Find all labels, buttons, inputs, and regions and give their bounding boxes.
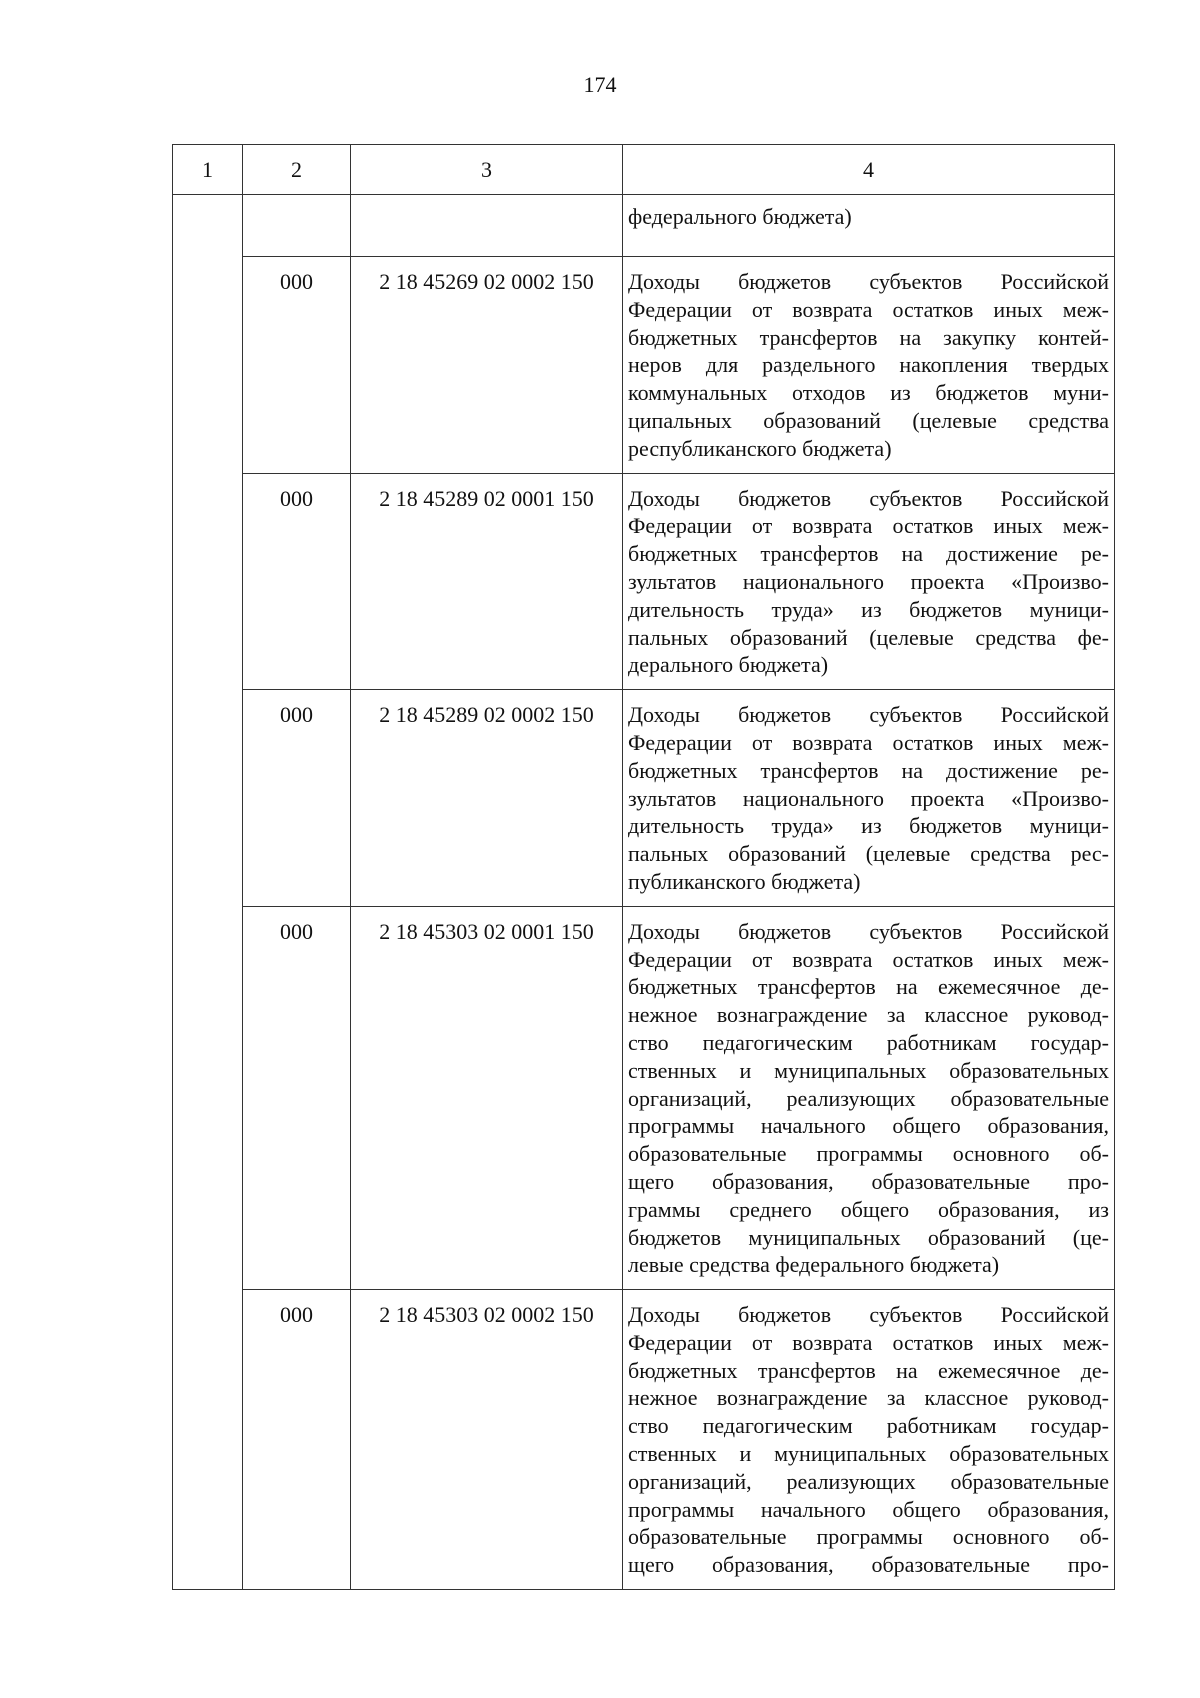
income-description-cell [623, 473, 1115, 690]
description-line: граммы среднего общего образования, из [628, 1196, 1109, 1222]
description-line: Федерации от возврата остатков иных меж- [628, 296, 1109, 322]
kbk-code-cell: 2 18 45269 02 0002 150 [351, 257, 623, 474]
page-number: 174 [583, 72, 617, 97]
description-line: Доходы бюджетов субъектов Российской [628, 918, 1109, 944]
income-description-cell [623, 257, 1115, 474]
continuation-description [623, 195, 1115, 257]
description-line: дерального бюджета) [628, 652, 829, 678]
table-row [173, 1290, 1115, 1590]
income-description-cell [623, 690, 1115, 907]
col1-merged-cell [173, 195, 243, 1590]
header-col-4: 4 [623, 145, 1115, 195]
table-body [173, 195, 1115, 1590]
description-line: зультатов национального проекта «Произво- [628, 785, 1109, 811]
income-description-cell [623, 906, 1115, 1289]
description-line: пальных образований (целевые средства фе- [628, 624, 1109, 650]
admin-code-cell: 000 [243, 257, 351, 474]
description-line: дительность труда» из бюджетов муници- [628, 813, 1109, 839]
description-line: бюджетных трансфертов на ежемесячное де- [628, 1357, 1109, 1383]
continuation-code-cell [243, 195, 351, 257]
header-col-1: 1 [173, 145, 243, 195]
kbk-code-cell: 2 18 45289 02 0001 150 [351, 473, 623, 690]
description-line: организаций, реализующих образовательные [628, 1468, 1109, 1494]
description-line: публиканского бюджета) [628, 868, 861, 894]
description-line: Доходы бюджетов субъектов Российской [628, 485, 1109, 511]
description-line: образовательные программы основного об- [628, 1524, 1109, 1550]
income-classification-table [172, 144, 1115, 1590]
table-header [173, 145, 1115, 195]
description-line: Доходы бюджетов субъектов Российской [628, 702, 1109, 728]
description-line: федерального бюджета) [628, 204, 852, 229]
kbk-code-cell: 2 18 45303 02 0001 150 [351, 906, 623, 1289]
description-line: левые средства федерального бюджета) [628, 1252, 1000, 1278]
description-line: Федерации от возврата остатков иных меж- [628, 946, 1109, 972]
continuation-kbk-cell [351, 195, 623, 257]
description-line: щего образования, образовательные про- [628, 1552, 1109, 1578]
table-row [173, 257, 1115, 474]
table-row [173, 690, 1115, 907]
admin-code-cell: 000 [243, 1290, 351, 1590]
description-line: коммунальных отходов из бюджетов муни- [628, 380, 1109, 406]
description-line: нежное вознаграждение за классное руковод- [628, 1002, 1109, 1028]
description-line: бюджетных трансфертов на ежемесячное де- [628, 974, 1109, 1000]
description-line: бюджетов муниципальных образований (це- [628, 1224, 1109, 1250]
description-line: Доходы бюджетов субъектов Российской [628, 1302, 1109, 1328]
description-line: ственных и муниципальных образовательных [628, 1057, 1109, 1083]
description-line: ство педагогическим работникам государ- [628, 1413, 1109, 1439]
admin-code-cell: 000 [243, 906, 351, 1289]
table-row [173, 473, 1115, 690]
description-line: Доходы бюджетов субъектов Российской [628, 269, 1109, 294]
kbk-code-cell: 2 18 45289 02 0002 150 [351, 690, 623, 907]
kbk-code-cell: 2 18 45303 02 0002 150 [351, 1290, 623, 1590]
header-row [173, 145, 1115, 195]
description-line: бюджетных трансфертов на закупку контей- [628, 324, 1109, 350]
continuation-row [173, 195, 1115, 257]
admin-code-cell: 000 [243, 690, 351, 907]
description-line: программы начального общего образования, [628, 1113, 1109, 1139]
description-line: ципальных образований (целевые средства [628, 407, 1109, 433]
description-line: бюджетных трансфертов на достижение ре- [628, 541, 1109, 567]
description-line: Федерации от возврата остатков иных меж- [628, 1329, 1109, 1355]
description-line: бюджетных трансфертов на достижение ре- [628, 757, 1109, 783]
table-row [173, 906, 1115, 1289]
description-line: республиканского бюджета) [628, 435, 892, 461]
header-col-3: 3 [351, 145, 623, 195]
description-line: образовательные программы основного об- [628, 1141, 1109, 1167]
description-line: щего образования, образовательные про- [628, 1168, 1109, 1194]
income-description-cell [623, 1290, 1115, 1590]
description-line: организаций, реализующих образовательные [628, 1085, 1109, 1111]
description-line: пальных образований (целевые средства рес- [628, 841, 1109, 867]
description-line: программы начального общего образования, [628, 1496, 1109, 1522]
description-line: ственных и муниципальных образовательных [628, 1441, 1109, 1467]
description-line: нежное вознаграждение за классное руковод- [628, 1385, 1109, 1411]
description-line: Федерации от возврата остатков иных меж- [628, 729, 1109, 755]
description-line: неров для раздельного накопления твердых [628, 352, 1109, 378]
description-line: Федерации от возврата остатков иных меж- [628, 513, 1109, 539]
description-line: зультатов национального проекта «Произво- [628, 568, 1109, 594]
description-line: ство педагогическим работникам государ- [628, 1029, 1109, 1055]
description-line: дительность труда» из бюджетов муници- [628, 596, 1109, 622]
header-col-2: 2 [243, 145, 351, 195]
admin-code-cell: 000 [243, 473, 351, 690]
